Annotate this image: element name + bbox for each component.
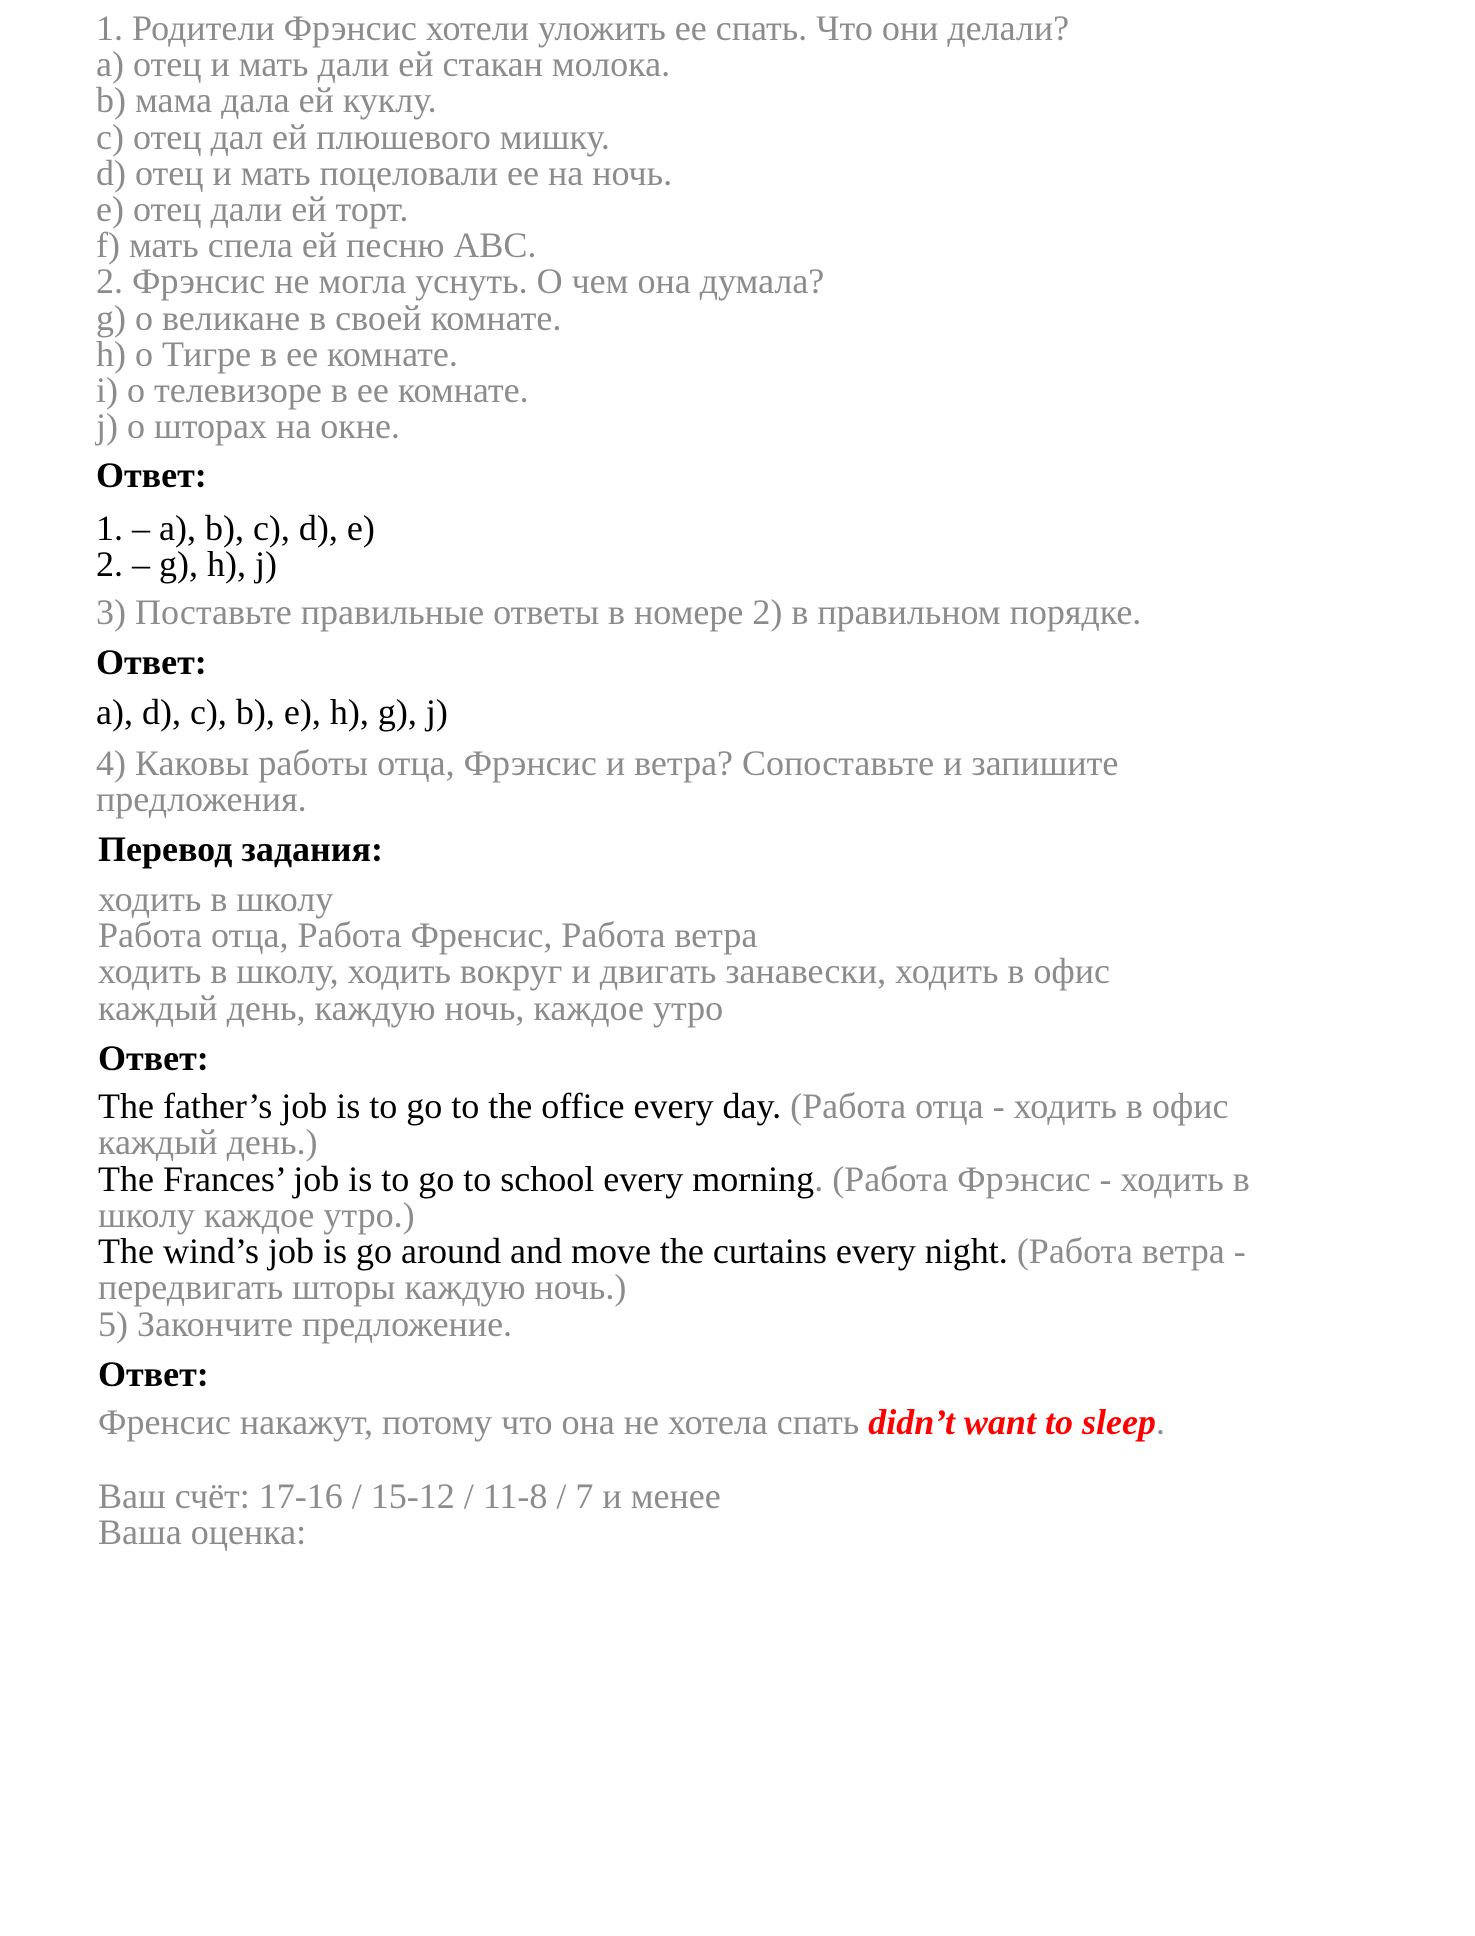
answer-4-row-2-cont: школу каждое утро.) bbox=[98, 1195, 415, 1235]
translation-heading: Перевод задания: bbox=[98, 829, 383, 869]
answer-heading-4: Ответ: bbox=[98, 1354, 209, 1394]
option-f: f) мать спела ей песню АВС. bbox=[96, 225, 537, 265]
answer-5 bbox=[98, 1400, 1165, 1445]
option-d: d) отец и мать поцеловали ее на ночь. bbox=[96, 153, 673, 193]
translation-line-4: каждый день, каждую ночь, каждое утро bbox=[98, 988, 724, 1028]
answer-4-row-3-russian: (Работа ветра - bbox=[1007, 1231, 1246, 1271]
answer-3: a), d), c), b), e), h), g), j) bbox=[96, 692, 448, 732]
translation-line-3: ходить в школу, ходить вокруг и двигать занавески, ходить в офис bbox=[98, 951, 1110, 991]
answer-heading-3: Ответ: bbox=[98, 1038, 209, 1078]
answer-4-row-1-cont: каждый день.) bbox=[98, 1122, 318, 1162]
option-j: j) о шторах на окне. bbox=[96, 406, 400, 446]
answer-4-row-1-english: The father’s job is to go to the office every day. bbox=[98, 1086, 782, 1126]
option-e: e) отец дали ей торт. bbox=[96, 189, 409, 229]
answer-5-suffix: . bbox=[1155, 1402, 1165, 1442]
option-a: a) отец и мать дали ей стакан молока. bbox=[96, 44, 671, 84]
question-1: 1. Родители Фрэнсис хотели уложить ее спать. Что они делали? bbox=[96, 8, 1070, 48]
answer-5-prefix: Френсис накажут, потому что она не хотела спать bbox=[98, 1402, 869, 1442]
answer-4-row-3-cont: передвигать шторы каждую ночь.) bbox=[98, 1267, 627, 1307]
option-b: b) мама дала ей куклу. bbox=[96, 80, 437, 120]
task-4-line-1: 4) Каковы работы отца, Фрэнсис и ветра? Сопоставьте и запишите bbox=[96, 743, 1119, 783]
grade-line: Ваша оценка: bbox=[98, 1512, 307, 1552]
option-i: i) о телевизоре в ее комнате. bbox=[96, 370, 529, 410]
question-2: 2. Фрэнсис не могла уснуть. О чем она думала? bbox=[96, 261, 825, 301]
task-5: 5) Закончите предложение. bbox=[98, 1304, 513, 1344]
option-g: g) о великане в своей комнате. bbox=[96, 298, 562, 338]
answer-5-highlight: didn’t want to sleep bbox=[868, 1402, 1156, 1442]
answer-heading-1: Ответ: bbox=[96, 455, 207, 495]
task-4-line-2: предложения. bbox=[96, 779, 307, 819]
translation-line-1: ходить в школу bbox=[98, 879, 334, 919]
task-3: 3) Поставьте правильные ответы в номере 2) в правильном порядке. bbox=[96, 592, 1142, 632]
answer-4-row-2-russian: . (Работа Фрэнсис - ходить в bbox=[814, 1159, 1250, 1199]
answer-heading-2: Ответ: bbox=[96, 642, 207, 682]
option-h: h) о Тигре в ее комнате. bbox=[96, 334, 458, 374]
option-c: c) отец дал ей плюшевого мишку. bbox=[96, 117, 610, 157]
answer-4-row-2-english: The Frances’ job is to go to school every morning bbox=[98, 1159, 815, 1199]
translation-line-2: Работа отца, Работа Френсис, Работа ветра bbox=[98, 915, 758, 955]
answer-4-row-1-russian: (Работа отца - ходить в офис bbox=[781, 1086, 1229, 1126]
answer-1-line-1: 1. – a), b), c), d), e) bbox=[96, 508, 375, 548]
answer-4-row-3-english: The wind’s job is go around and move the curtains every night. bbox=[98, 1231, 1008, 1271]
answer-1-line-2: 2. – g), h), j) bbox=[96, 544, 277, 584]
score-line: Ваш счёт: 17-16 / 15-12 / 11-8 / 7 и менее bbox=[98, 1476, 721, 1516]
